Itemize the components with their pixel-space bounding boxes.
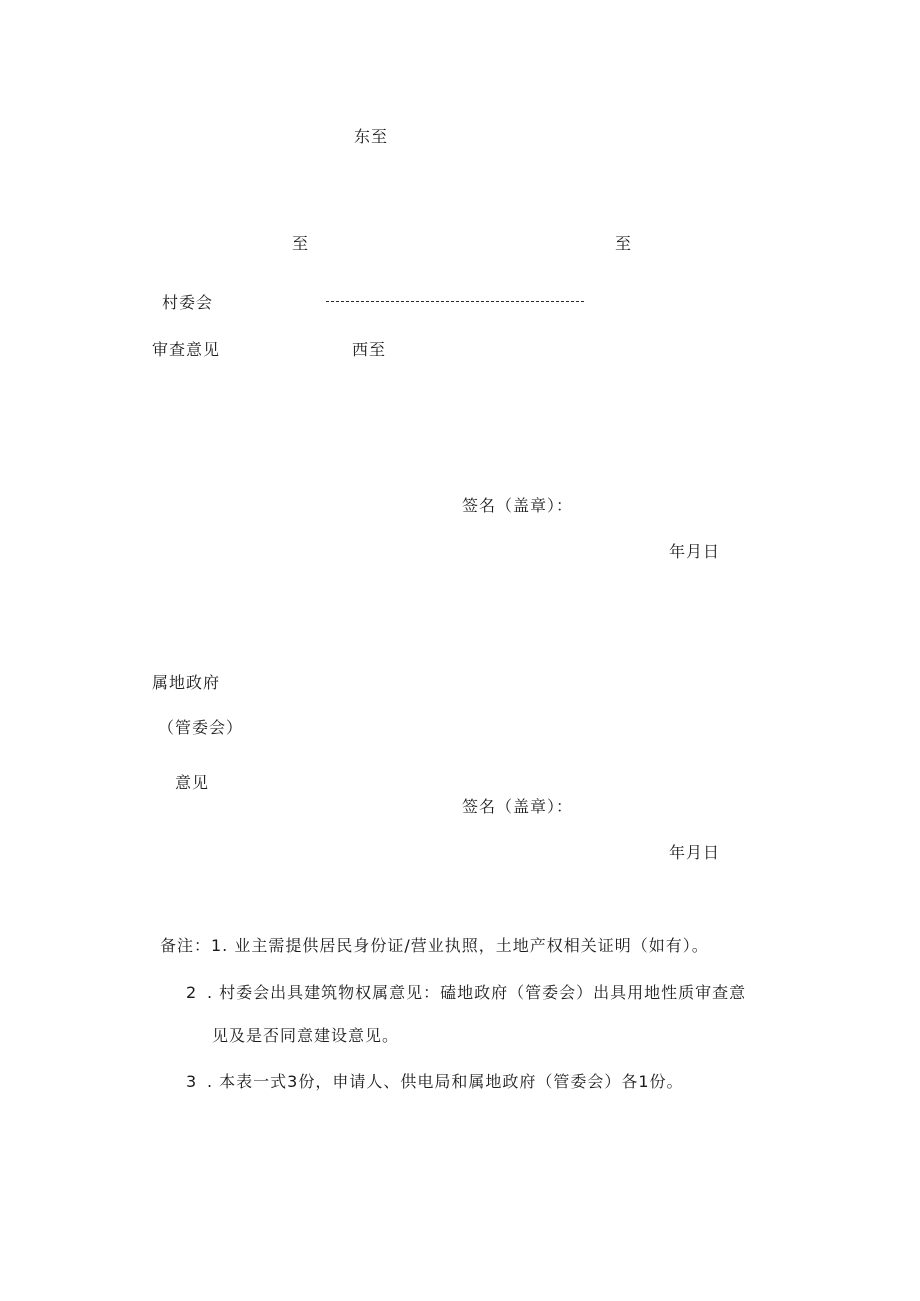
signature-seal-label: 签名（盖章）：: [462, 797, 574, 816]
date-label: 年月日: [669, 843, 721, 862]
village-committee-label: 村委会: [162, 293, 214, 312]
date-label: 年月日: [669, 542, 721, 561]
note-item-2: . 村委会出具建筑物权属意见：磕地政府（管委会）出具用地性质审查意: [207, 983, 747, 1002]
note-item-2-continued: 见及是否同意建设意见。: [212, 1026, 400, 1045]
note-item-3: . 本表一式3份，申请人、供电局和属地政府（管委会）各1份。: [207, 1072, 684, 1091]
signature-seal-label: 签名（盖章）：: [462, 496, 574, 515]
opinion-label: 意见: [175, 773, 210, 792]
local-government-label: 属地政府: [152, 673, 221, 692]
note-item-1: 备注：1. 业主需提供居民身份证/营业执照，土地产权相关证明（如有）。: [160, 936, 709, 955]
dashed-divider: [326, 301, 584, 302]
left-boundary-label: 至: [292, 234, 310, 253]
note-number: 3: [186, 1072, 198, 1091]
east-boundary-label: 东至: [354, 127, 389, 146]
note-number: 2: [186, 983, 198, 1002]
west-boundary-label: 西至: [352, 340, 387, 359]
review-opinion-label: 审查意见: [152, 340, 221, 359]
right-boundary-label: 至: [615, 234, 633, 253]
management-committee-label: （管委会）: [158, 718, 244, 737]
